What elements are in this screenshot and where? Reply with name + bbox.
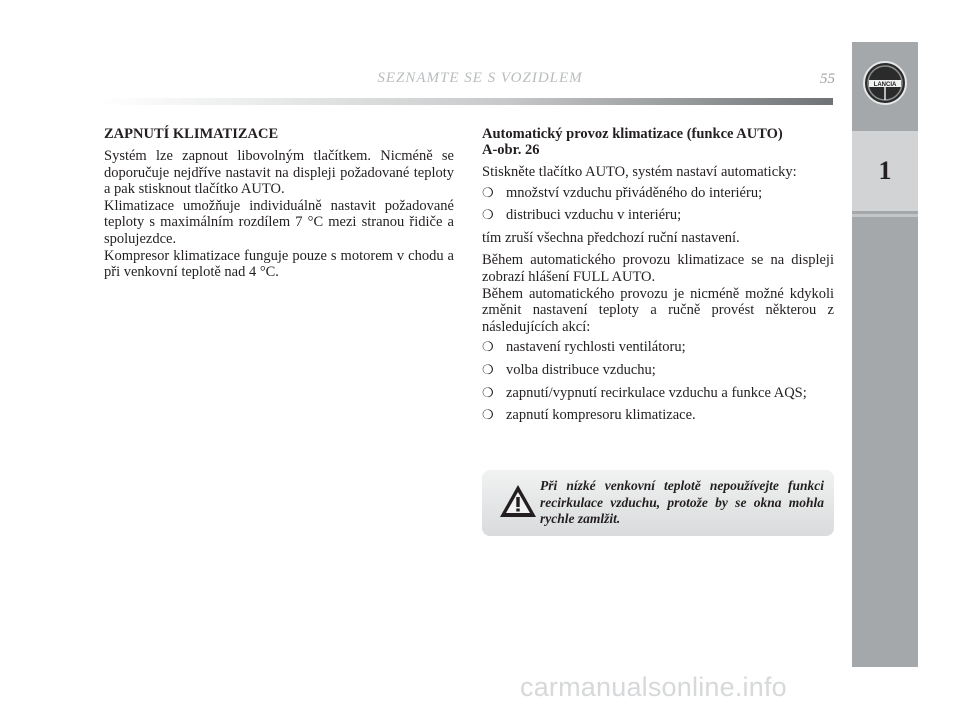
bullet-circle-icon: ❍ <box>482 361 494 377</box>
chapter-number: 1 <box>878 156 892 185</box>
right-column <box>482 126 834 430</box>
list-item <box>482 407 834 424</box>
brand-logo <box>852 42 918 124</box>
warning-note <box>482 470 834 536</box>
warning-text: Při nízké venkovní teplotě nepoužívejte funkci recirkulace vzduchu, protože by se okna mohla rychle zamlžit. <box>540 478 824 526</box>
running-header-title: SEZNAMTE SE S VOZIDLEM <box>377 70 583 86</box>
section-heading-auto <box>482 126 834 158</box>
page-number: 55 <box>820 71 835 87</box>
list-item-text: distribuci vzduchu v interiéru; <box>506 207 682 224</box>
list-item <box>482 339 834 356</box>
left-column <box>104 126 454 281</box>
list-item <box>482 207 834 224</box>
lancia-logo-icon <box>862 60 908 106</box>
bullet-circle-icon: ❍ <box>482 407 494 423</box>
paragraph: Během automatického provozu klimatizace se na displeji zobrazí hlášení FULL AUTO. <box>482 252 834 285</box>
list-item-text: volba distribuce vzduchu; <box>506 361 656 378</box>
bullet-circle-icon: ❍ <box>482 207 494 223</box>
bullet-circle-icon: ❍ <box>482 384 494 400</box>
paragraph: Během automatického provozu je nicméně možné kdykoli změnit nastavení teploty a ručně provést některou z následujících akcí: <box>482 285 834 335</box>
list-item <box>482 385 834 402</box>
heading-text: Automatický provoz klimatizace (funkce AUTO) <box>482 126 783 142</box>
paragraph: tím zruší všechna předchozí ruční nastavení. <box>482 229 740 246</box>
paragraph: Klimatizace umožňuje individuálně nastavit požadované teploty s maximálním rozdílem 7 °C mezi stranou řidiče a spolujezdce. <box>104 197 454 247</box>
paragraph: Systém lze zapnout libovolným tlačítkem. Nicméně se doporučuje nejdříve nastavit na displeji požadované teploty a pak stisknout tlačítko AUTO. <box>104 148 454 198</box>
sidebar-divider <box>852 214 918 217</box>
manual-actions-list <box>482 339 834 423</box>
bullet-circle-icon: ❍ <box>482 339 494 355</box>
paragraph: Stiskněte tlačítko AUTO, systém nastaví automaticky: <box>482 164 797 180</box>
auto-settings-list <box>482 185 834 224</box>
paragraph: Kompresor klimatizace funguje pouze s motorem v chodu a při venkovní teplotě nad 4 °C. <box>104 247 454 281</box>
chapter-sidebar <box>852 42 918 667</box>
figure-reference: A-obr. 26 <box>482 142 540 158</box>
list-item-text: zapnutí kompresoru klimatizace. <box>506 407 696 424</box>
logo-lettering: LANCIA <box>873 82 897 88</box>
header-rule <box>100 98 833 105</box>
chapter-tab[interactable] <box>852 131 918 211</box>
list-item <box>482 185 834 202</box>
warning-triangle-icon <box>498 483 538 519</box>
list-item-text: nastavení rychlosti ventilátoru; <box>506 339 686 356</box>
list-item-text: zapnutí/vypnutí recirkulace vzduchu a funkce AQS; <box>506 384 807 401</box>
list-item-text: množství vzduchu přiváděného do interiéru; <box>506 184 763 201</box>
bullet-circle-icon: ❍ <box>482 184 494 200</box>
watermark: carmanualsonline.info <box>520 672 787 702</box>
section-heading-ac-on: ZAPNUTÍ KLIMATIZACE <box>104 126 279 142</box>
list-item <box>482 362 834 379</box>
